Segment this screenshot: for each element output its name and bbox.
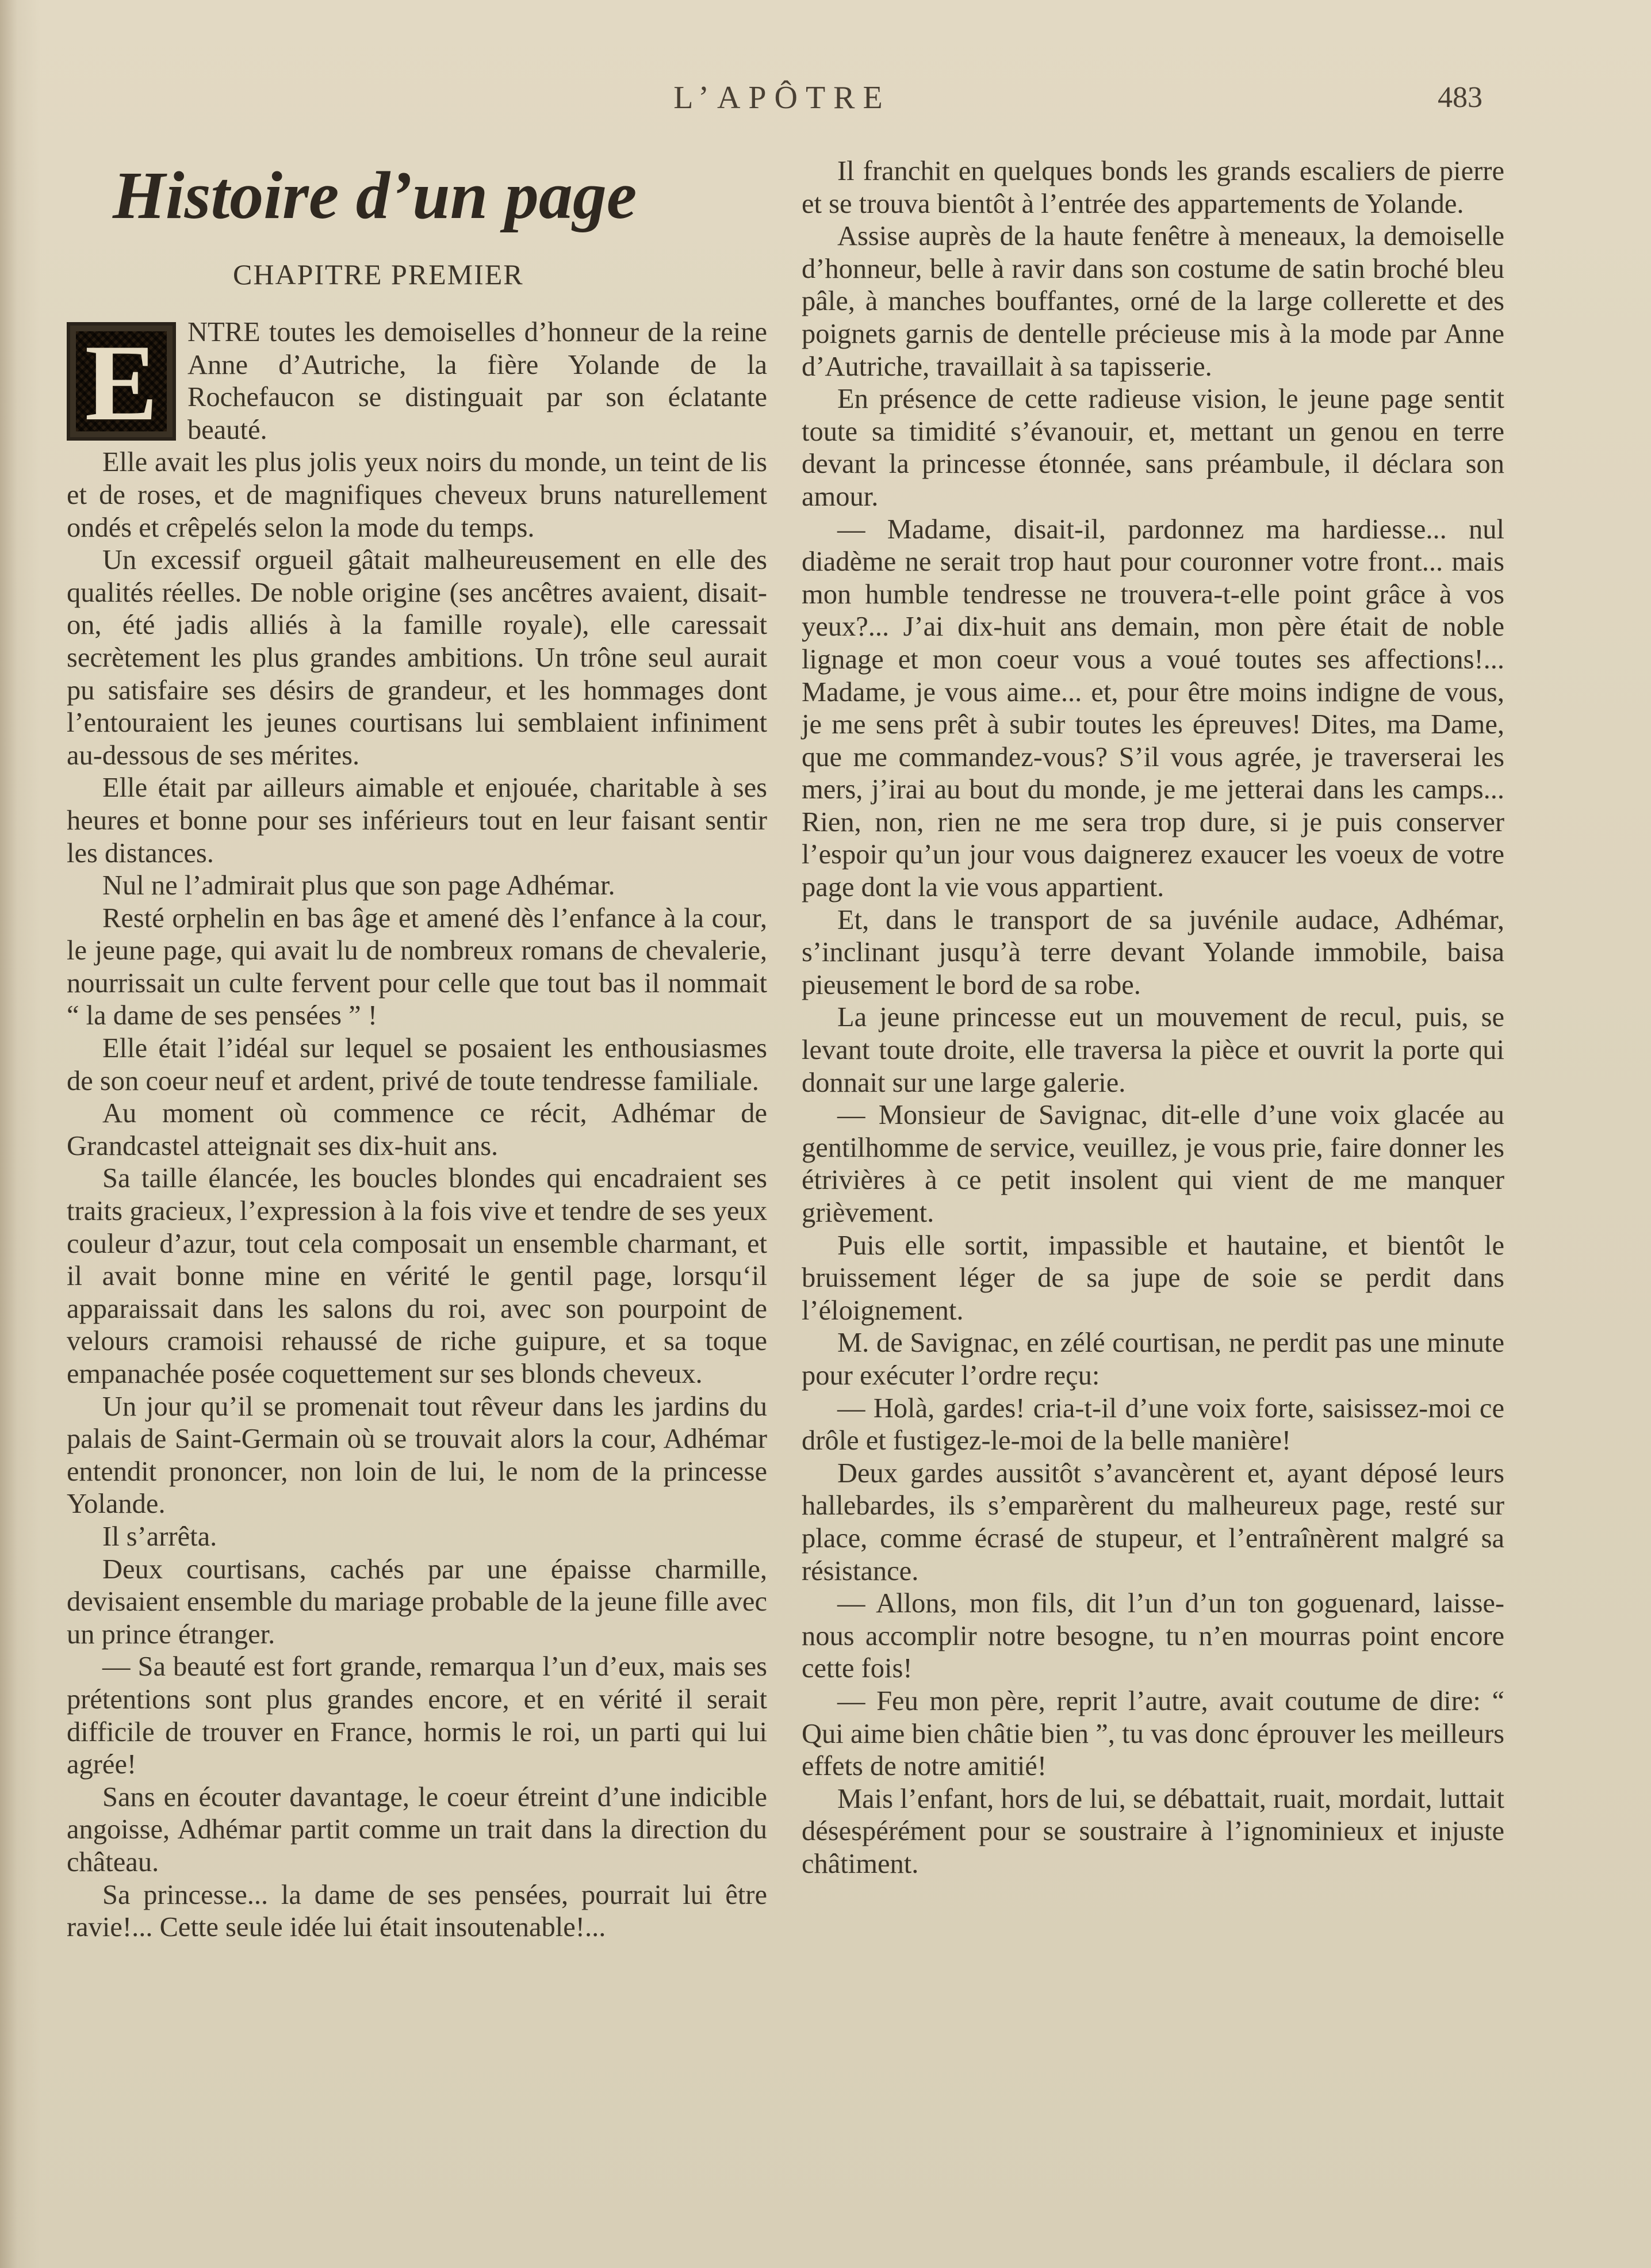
paragraph: En présence de cette radieuse vision, le jeune page sentit toute sa timidité s’évanouir, et, mettant un genou en terre devant la princesse étonnée, sans préambule, il déclara son amour. <box>802 384 1504 512</box>
paragraph: Deux courtisans, cachés par une épaisse charmille, devisaient ensemble du mariage probable de la jeune fille avec un prince étranger. <box>67 1554 767 1650</box>
paragraph: Mais l’enfant, hors de lui, se débattait, ruait, mordait, luttait désespérément pour se soustraire à l’ignominieux et injuste châtiment. <box>802 1783 1504 1879</box>
paragraph: — Madame, disait-il, pardonnez ma hardiesse... nul diadème ne serait trop haut pour couronner votre front... mais mon humble tendresse ne trouvera-t-elle point grâce à vos yeux?... J’ai dix-huit ans demain, mon père était de noble lignage et mon coeur vous a voué toutes ses affections!... Madame, je vous aime... et, pour être moins indigne de vous, je me sens prêt à subir toutes les épreuves! Dites, ma Dame, que me commandez-vous? S’il vous agrée, je traverserai les mers, j’irai au bout du monde, je me jetterai dans les camps... Rien, non, rien ne me sera trop dure, si je puis conserver l’espoir qu’un jour vous daignerez exaucer les voeux de votre page dont la vie vous appartient. <box>802 514 1504 903</box>
paragraph: — Allons, mon fils, dit l’un d’un ton goguenard, laisse-nous accomplir notre besogne, tu n’en mourras point encore cette fois! <box>802 1588 1504 1684</box>
page-number: 483 <box>1438 81 1483 114</box>
article-title: Histoire d’un page <box>113 158 637 233</box>
paragraph: NTRE toutes les demoiselles d’honneur de la reine Anne d’Autriche, la fière Yolande de la Rochefaucon se distinguait par son éclatante beauté. <box>187 317 767 445</box>
drop-cap-letter: E <box>85 323 158 443</box>
left-column <box>67 316 767 1944</box>
running-title: L’APÔTRE <box>673 80 891 116</box>
paragraph: Deux gardes aussitôt s’avancèrent et, ayant déposé leurs hallebardes, ils s’emparèrent du malheureux page, resté sur place, comme écrasé de stupeur, et l’entraînèrent malgré sa résistance. <box>802 1458 1504 1586</box>
paragraph: — Monsieur de Savignac, dit-elle d’une voix glacée au gentilhomme de service, veuillez, je vous prie, faire donner les étrivières à ce petit insolent qui vient de me manquer grièvement. <box>802 1100 1504 1228</box>
paragraph: — Sa beauté est fort grande, remarqua l’un d’eux, mais ses prétentions sont plus grandes encore, et en vérité il serait difficile de trouver en France, hormis le roi, un parti qui lui agrée! <box>67 1651 767 1780</box>
paragraph: Au moment où commence ce récit, Adhémar de Grandcastel atteignait ses dix-huit ans. <box>67 1098 767 1161</box>
paragraph: Un jour qu’il se promenait tout rêveur dans les jardins du palais de Saint-Germain où se trouvait alors la cour, Adhémar entendit prononcer, non loin de lui, le nom de la princesse Yolande. <box>67 1391 767 1520</box>
paragraph: Il s’arrêta. <box>102 1521 217 1552</box>
chapter-heading: CHAPITRE PREMIER <box>233 258 524 290</box>
paragraph: Nul ne l’admirait plus que son page Adhémar. <box>102 870 615 901</box>
paragraph: Resté orphelin en bas âge et amené dès l’enfance à la cour, le jeune page, qui avait lu de nombreux romans de chevalerie, nourrissait un culte fervent pour celle que tout bas il nommait “ la dame de ses pensées ” ! <box>67 902 767 1031</box>
paragraph: Puis elle sortit, impassible et hautaine, et bientôt le bruissement léger de sa jupe de soie se perdit dans l’éloignement. <box>802 1230 1504 1326</box>
paragraph: — Feu mon père, reprit l’autre, avait coutume de dire: “ Qui aime bien châtie bien ”, tu vas donc éprouver les meilleurs effets de notre amitié! <box>802 1685 1504 1782</box>
paragraph: Sa taille élancée, les boucles blondes qui encadraient ses traits gracieux, l’expression à la fois vive et tendre de ses yeux couleur d’azur, tout cela composait un ensemble charmant, et il avait bonne mine en vérité le gentil page, lorsqu‘il apparaissait dans les salons du roi, avec son pourpoint de velours cramoisi rehaussé de riche guipure, et sa toque empanachée posée coquettement sur ses blonds cheveux. <box>67 1163 767 1389</box>
paragraph: M. de Savignac, en zélé courtisan, ne perdit pas une minute pour exécuter l’ordre reçu: <box>802 1328 1504 1391</box>
paragraph: Sans en écouter davantage, le coeur étreint d’une indicible angoisse, Adhémar partit comme un trait dans la direction du château. <box>67 1781 767 1877</box>
paragraph: Et, dans le transport de sa juvénile audace, Adhémar, s’inclinant jusqu’à terre devant Yolande immobile, baisa pieusement le bord de sa robe. <box>802 904 1504 1000</box>
paragraph: Elle était l’idéal sur lequel se posaient les enthousiasmes de son coeur neuf et ardent, privé de toute tendresse familiale. <box>67 1033 767 1096</box>
drop-cap-ornament <box>67 322 176 441</box>
paragraph: La jeune princesse eut un mouvement de recul, puis, se levant toute droite, elle traversa la pièce et ouvrit la porte qui donnait sur une large galerie. <box>802 1002 1504 1098</box>
paragraph: Sa princesse... la dame de ses pensées, pourrait lui être ravie!... Cette seule idée lui était insoutenable!... <box>67 1879 767 1943</box>
paragraph: Un excessif orgueil gâtait malheureusement en elle des qualités réelles. De noble origine (ses ancêtres avaient, disait-on, été jadis alliés à la famille royale), elle caressait secrètement les plus grandes ambitions. Un trône seul aurait pu satisfaire ses désirs de grandeur, et les hommages dont l’entouraient les jeunes courtisans lui semblaient infiniment au-dessous de ses mérites. <box>67 545 767 771</box>
right-column <box>802 155 1504 1880</box>
paragraph: Elle était par ailleurs aimable et enjouée, charitable à ses heures et bonne pour ses inférieurs tout en leur faisant sentir les distances. <box>67 772 767 869</box>
paragraph: Elle avait les plus jolis yeux noirs du monde, un teint de lis et de roses, et de magnifiques cheveux bruns naturellement ondés et crêpelés selon la mode du temps. <box>67 447 767 543</box>
paragraph: Il franchit en quelques bonds les grands escaliers de pierre et se trouva bientôt à l’entrée des appartements de Yolande. <box>802 156 1504 219</box>
paragraph: — Holà, gardes! cria-t-il d’une voix forte, saisissez-moi ce drôle et fustigez-le-moi de la belle manière! <box>802 1393 1504 1456</box>
paragraph: Assise auprès de la haute fenêtre à meneaux, la demoiselle d’honneur, belle à ravir dans son costume de satin broché bleu pâle, à manches bouffantes, orné de la large collerette et des poignets garnis de dentelle précieuse mis à la mode par Anne d’Autriche, travaillait à sa tapisserie. <box>802 221 1504 382</box>
